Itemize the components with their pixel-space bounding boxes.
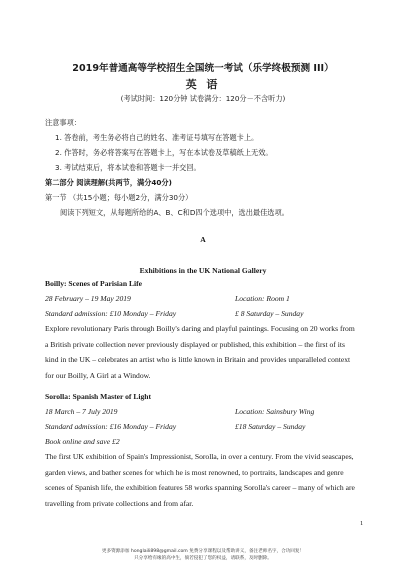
- exhibition-description: [45, 449, 363, 511]
- exhibition-admission: Standard admission: £16 Monday – Friday: [45, 422, 177, 431]
- exhibition-location: Location: Sainsbury Wing: [235, 407, 315, 416]
- footer-note: 只分享给有缘的高中生，倘若侵犯了您的权益，请联系，及时删除。: [134, 556, 272, 561]
- text-line: a British private collection never previously displayed or published, this exhibition – the first of its: [45, 339, 345, 349]
- exhibition-admission: Standard admission: £10 Monday – Friday: [45, 309, 177, 318]
- exhibition-weekend-price: £18 Saturday – Sunday: [235, 422, 306, 431]
- text-line: The first UK exhibition of Spain's Impressionist, Sorolla, in over a century. From the vivid seascapes,: [45, 452, 354, 461]
- booking-note: Book online and save £2: [45, 437, 120, 446]
- text-line: for our Boilly, A Girl at a Window.: [45, 370, 151, 380]
- exhibition-description: [45, 321, 363, 383]
- page-number: 1: [360, 520, 364, 527]
- exhibition-weekend-price: £ 8 Saturday – Sunday: [235, 309, 304, 318]
- section-heading: 第一节 （共15小题；每小题2分，满分30分）: [45, 193, 193, 202]
- passage-title: Exhibitions in the UK National Gallery: [139, 266, 267, 275]
- passage-letter: A: [200, 235, 206, 244]
- exam-info: (考试时间：120分钟 试卷满分：120分－不含听力): [120, 94, 286, 103]
- exhibition-dates: 18 March – 7 July 2019: [45, 407, 118, 416]
- text-line: garden views, and bather scenes for which he is most renowned, to portraits, landscapes and genre: [45, 467, 344, 477]
- exhibition-name: Boilly: Scenes of Parisian Life: [45, 279, 143, 288]
- exam-title: 2019年普通高等学校招生全国统一考试（乐学终极预测 III）: [72, 63, 334, 74]
- subject-title: 英 语: [185, 78, 221, 91]
- footer-note: 更多资源添加 honglaili898@gmail.com 免费分享课程以及帮助讲义，备注老师名字，合功回复！: [101, 549, 305, 554]
- exhibition-name: Sorolla: Spanish Master of Light: [45, 392, 152, 401]
- part-heading: 第二部分 阅读理解(共两节，满分40分): [45, 178, 172, 187]
- text-line: travelling from private collections and from afar.: [45, 498, 194, 508]
- instruction-text: 阅读下列短文，从每题所给的A、B、C和D四个选项中，选出最佳选项。: [60, 208, 289, 217]
- text-line: kind in the UK – celebrates an artist who is little known in Britain and provides unparalleled context: [45, 355, 351, 364]
- notice-item: 1. 答卷前，考生务必将自己的姓名、准考证号填写在答题卡上。: [55, 133, 259, 142]
- exhibition-location: Location: Room 1: [235, 294, 290, 303]
- notice-item: 2. 作答时，务必将答案写在答题卡上，写在本试卷及草稿纸上无效。: [55, 148, 273, 157]
- notice-heading: 注意事项：: [45, 118, 81, 127]
- text-line: scenes of Spanish life, the exhibition features 58 works spanning Sorolla's career – many of which are: [45, 483, 355, 492]
- text-line: Explore revolutionary Paris through Boilly's daring and playful paintings. Focusing on 20 works from: [45, 324, 355, 333]
- exhibition-dates: 28 February – 19 May 2019: [45, 294, 131, 303]
- notice-item: 3. 考试结束后，将本试卷和答题卡一并交回。: [55, 163, 201, 172]
